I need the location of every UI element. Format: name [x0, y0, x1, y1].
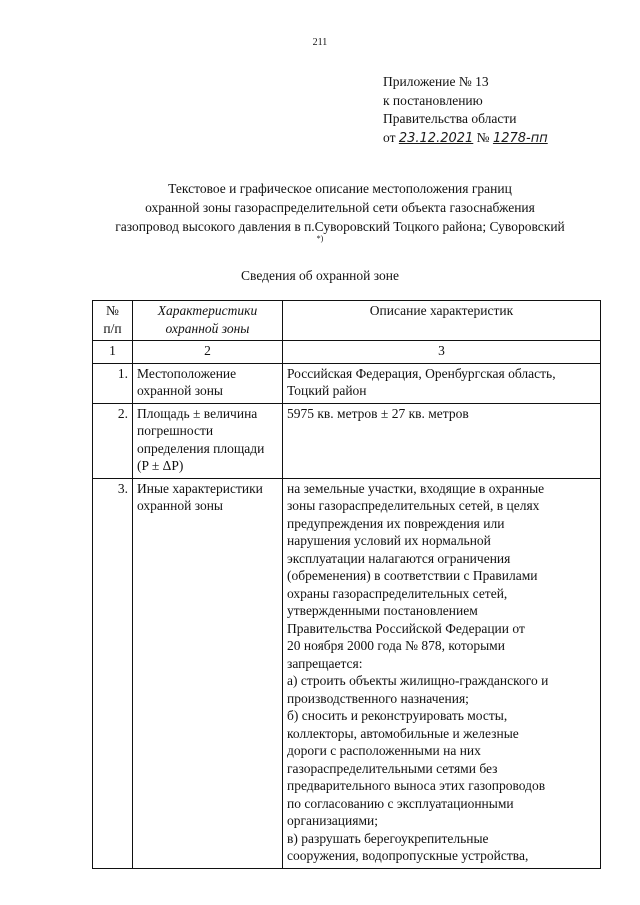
appendix-date-line [383, 129, 633, 149]
column-number: 3 [283, 341, 601, 364]
column-number: 1 [93, 341, 133, 364]
table-header-row [93, 301, 601, 341]
description-line: газораспределительными сетями без [287, 760, 498, 776]
row-characteristic: Местоположение охранной зоны [133, 363, 283, 403]
column-number: 2 [133, 341, 283, 364]
header-description: Описание характеристик [283, 301, 601, 341]
description-line: предупреждения их повреждения или [287, 515, 505, 531]
header-num: № п/п [93, 301, 133, 341]
description-line: сооружения, водопропускные устройства, [287, 848, 529, 863]
description-line: запрещается: [287, 655, 363, 671]
column-number-row [93, 341, 601, 364]
description-line: (обременения) в соответствии с Правилами [287, 568, 538, 583]
row-description: Российская Федерация, Оренбургская область, Тоцкий район [283, 363, 601, 403]
header-characteristic: Характеристики охранной зоны [133, 301, 283, 341]
description-line: производственного назначения; [287, 690, 469, 706]
description-line: коллекторы, автомобильные и железные [287, 725, 519, 741]
description-line: дороги с расположенными на них [287, 743, 481, 758]
section-title: Сведения об охранной зоне [241, 268, 399, 283]
description-line: эксплуатации налагаются ограничения [287, 550, 511, 566]
description-line: предварительного выноса этих газопроводов [287, 778, 546, 793]
description-line: Правительства Российской Федерации от [287, 620, 525, 636]
row-number: 3. [93, 478, 133, 868]
description-line: по согласованию с эксплуатационными [287, 795, 514, 811]
protection-zone-table [92, 300, 601, 869]
title-line-3: газопровод высокого давления в п.Суворовский Тоцкого района; Суворовский [115, 219, 565, 234]
footnote-mark: *) [316, 234, 324, 243]
title-line-1: Текстовое и графическое описание местоположения границ [168, 181, 512, 196]
page-number: 211 [312, 37, 328, 48]
description-line: утвержденными постановлением [287, 603, 478, 618]
document-title [60, 179, 620, 236]
table-row [93, 478, 601, 868]
description-line: нарушения условий их нормальной [287, 533, 491, 548]
appendix-block [383, 73, 633, 148]
row-number: 1. [93, 363, 133, 403]
description-line: на земельные участки, входящие в охранные [287, 480, 545, 496]
handwritten-date: 23.12.2021 [398, 130, 474, 146]
row-description: 5975 кв. метров ± 27 кв. метров [283, 403, 601, 478]
appendix-line-2: к постановлению [383, 92, 483, 108]
handwritten-number: 1278-пп [492, 130, 548, 146]
description-line: 20 ноября 2000 года № 878, которыми [287, 638, 505, 653]
row-number: 2. [93, 403, 133, 478]
date-prefix: от [383, 129, 396, 145]
description-line: б) сносить и реконструировать мосты, [287, 708, 508, 723]
table-row [93, 363, 601, 403]
appendix-title: Приложение № 13 [383, 74, 489, 89]
row-characteristic: Площадь ± величина погрешности определения площади (P ± ΔP) [133, 403, 283, 478]
title-line-2: охранной зоны газораспределительной сети объекта газоснабжения [145, 200, 535, 215]
description-line: зоны газораспределительных сетей, в целях [287, 498, 540, 513]
description-line: организациями; [287, 813, 378, 828]
row-characteristic: Иные характеристики охранной зоны [133, 478, 283, 868]
description-line: охраны газораспределительных сетей, [287, 585, 508, 601]
description-line: в) разрушать берегоукрепительные [287, 830, 489, 846]
row-description [283, 478, 601, 868]
number-prefix: № [476, 129, 490, 145]
description-line: а) строить объекты жилищно-гражданского и [287, 673, 549, 688]
table-row [93, 403, 601, 478]
appendix-line-3: Правительства области [383, 111, 517, 126]
